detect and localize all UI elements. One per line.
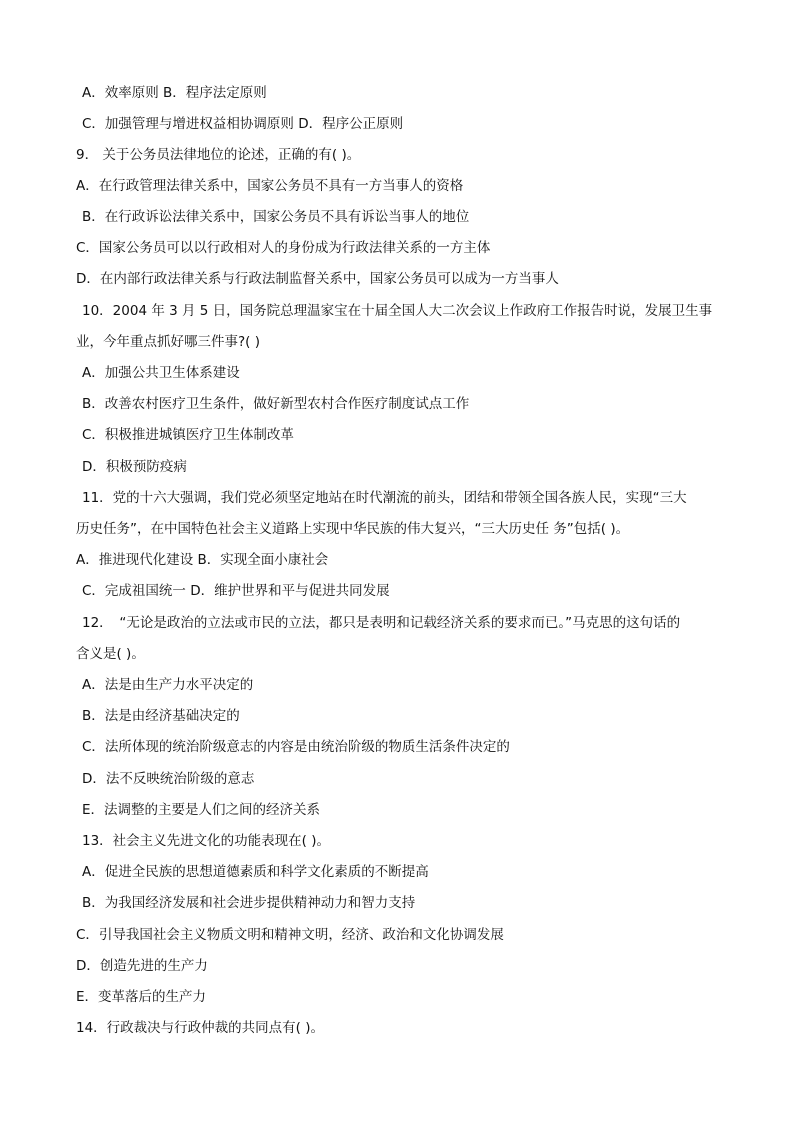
- option-line: C．国家公务员可以以行政相对人的身份成为行政法律关系的一方主体: [76, 240, 491, 256]
- option-line: D．积极预防疫病: [82, 459, 187, 475]
- option-line: A．法是由生产力水平决定的: [82, 677, 254, 693]
- question-11: 11．党的十六大强调，我们党必须坚定地站在时代潮流的前头，团结和带领全国各族人民，实现“三大: [82, 490, 687, 506]
- option-line: A．效率原则 B．程序法定原则: [82, 85, 267, 101]
- question-14: 14．行政裁决与行政仲裁的共同点有( )。: [76, 1020, 325, 1036]
- question-10: 10．2004 年 3 月 5 日，国务院总理温家宝在十届全国人大二次会议上作政府工作报告时说，发展卫生事: [82, 303, 713, 319]
- option-line: A．促进全民族的思想道德素质和科学文化素质的不断提高: [82, 864, 429, 880]
- option-line: C．加强管理与增进权益相协调原则 D．程序公正原则: [82, 116, 404, 132]
- question-12-cont: 含义是( )。: [76, 646, 145, 662]
- option-line: C．引导我国社会主义物质文明和精神文明，经济、政治和文化协调发展: [76, 927, 504, 943]
- option-line: D．创造先进的生产力: [76, 958, 208, 974]
- option-line: D．法不反映统治阶级的意志: [82, 771, 255, 787]
- question-13: 13．社会主义先进文化的功能表现在( )。: [82, 833, 331, 849]
- option-line: A．推进现代化建设 B．实现全面小康社会: [76, 552, 329, 568]
- option-line: A．在行政管理法律关系中，国家公务员不具有一方当事人的资格: [76, 178, 464, 194]
- option-line: B．改善农村医疗卫生条件，做好新型农村合作医疗制度试点工作: [82, 396, 470, 412]
- question-12: 12． “无论是政治的立法或市民的立法，都只是表明和记载经济关系的要求而已。”马克思的这句话的: [82, 615, 681, 631]
- question-10-cont: 业，今年重点抓好哪三件事?( ): [76, 334, 260, 350]
- option-line: A．加强公共卫生体系建设: [82, 365, 240, 381]
- option-line: C．积极推进城镇医疗卫生体制改革: [82, 427, 294, 443]
- question-9: 9． 关于公务员法律地位的论述，正确的有( )。: [76, 147, 361, 163]
- option-line: D．在内部行政法律关系与行政法制监督关系中，国家公务员可以成为一方当事人: [76, 271, 559, 287]
- question-11-cont: 历史任务”，在中国特色社会主义道路上实现中华民族的伟大复兴，“三大历史任 务”包括( )。: [76, 521, 630, 537]
- option-line: C．法所体现的统治阶级意志的内容是由统治阶级的物质生活条件决定的: [82, 739, 510, 755]
- option-line: B．为我国经济发展和社会进步提供精神动力和智力支持: [82, 895, 416, 911]
- option-line: E．法调整的主要是人们之间的经济关系: [82, 802, 321, 818]
- option-line: B．在行政诉讼法律关系中，国家公务员不具有诉讼当事人的地位: [82, 209, 470, 225]
- option-line: B．法是由经济基础决定的: [82, 708, 240, 724]
- option-line: C．完成祖国统一 D．维护世界和平与促进共同发展: [82, 583, 390, 599]
- option-line: E．变革落后的生产力: [76, 989, 207, 1005]
